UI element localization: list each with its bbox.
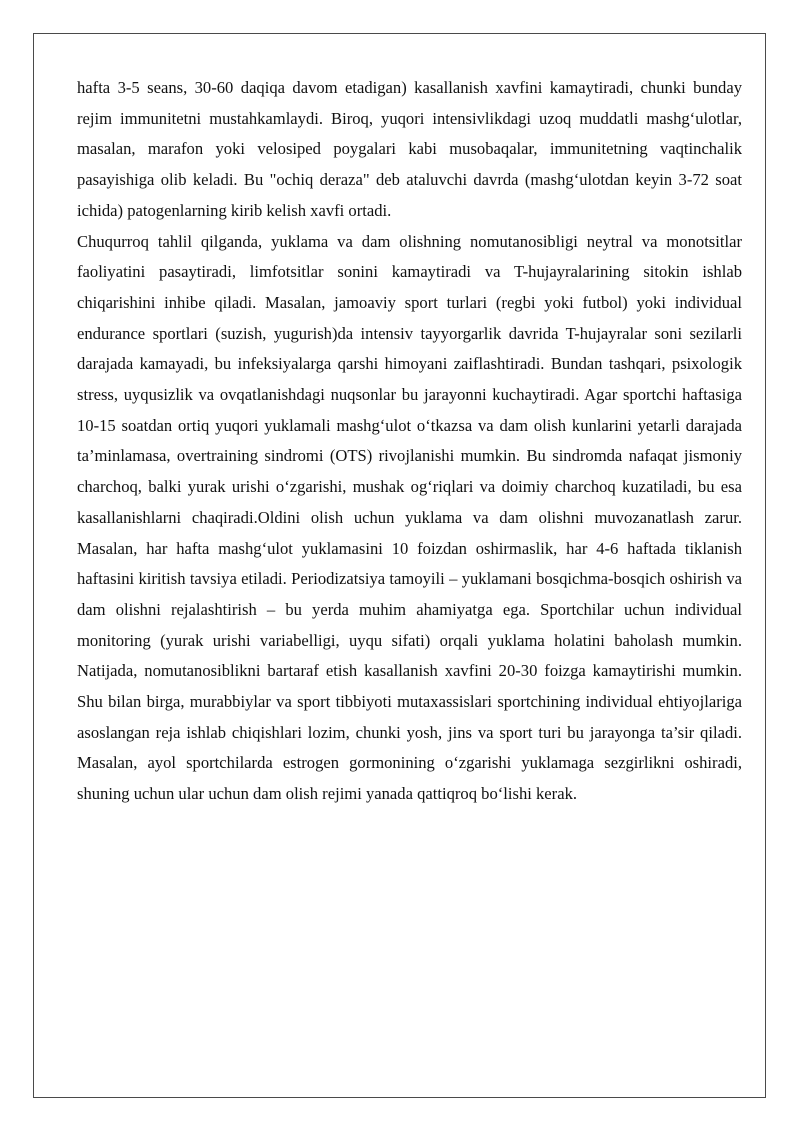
paragraph-2: Chuqurroq tahlil qilganda, yuklama va dam olishning nomutanosibligi neytral va monotsitlar faoliyatini pasaytiradi, limfotsitlar sonini kamaytiradi va T-hujayralarining sitokin ishlab chiqarishini inhibe qiladi. Masalan, jamoaviy sport turlari (regbi yoki futbol) yoki individual endurance sportlari (suzish, yugurish)da intensiv tayyorgarlik davrida T-hujayralar soni sezilarli darajada kamayadi, bu infeksiyalarga qarshi himoyani zaiflashtiradi. Bundan tashqari, psixologik stress, uyqusizlik va ovqatlanishdagi nuqsonlar bu jarayonni kuchaytiradi. Agar sportchi haftasiga 10-15 soatdan ortiq yuqori yuklamali mashg‘ulot o‘tkazsa va dam olish kunlarini yetarli darajada ta’minlamasa, overtraining sindromi (OTS) rivojlanishi mumkin. Bu sindromda nafaqat jismoniy charchoq, balki yurak urishi o‘zgarishi, mushak og‘riqlari va doimiy charchoq kuzatiladi, bu esa kasallanishlarni chaqiradi.Oldini olish uchun yuklama va dam olishni muvozanatlash zarur. Masalan, har hafta mashg‘ulot yuklamasini 10 foizdan oshirmaslik, har 4-6 haftada tiklanish haftasini kiritish tavsiya etiladi. Periodizatsiya tamoyili – yuklamani bosqichma-bosqich oshirish va dam olishni rejalashtirish – bu yerda muhim ahamiyatga ega. Sportchilar uchun individual monitoring (yurak urishi variabelligi, uyqu sifati) orqali yuklama holatini baholash mumkin. Natijada, nomutanosiblikni bartaraf etish kasallanish xavfini 20-30 foizga kamaytirishi mumkin. Shu bilan birga, murabbiylar va sport tibbiyoti mutaxassislari sportchining individual ehtiyojlariga asoslangan reja ishlab chiqishlari lozim, chunki yosh, jins va sport turi bu jarayonga ta’sir qiladi. Masalan, ayol sportchilarda estrogen gormonining o‘zgarishi yuklamaga sezgirlikni oshiradi, shuning uchun ular uchun dam olish rejimi yanada qattiqroq bo‘lishi kerak. xyxy=(77,231,742,804)
paragraph-1: hafta 3-5 seans, 30-60 daqiqa davom etadigan) kasallanish xavfini kamaytiradi, chunki bunday rejim immunitetni mustahkamlaydi. Biroq, yuqori intensivlikdagi uzoq muddatli mashg‘ulotlar, masalan, marafon yoki velosiped poygalari kabi musobaqalar, immunitetning vaqtinchalik pasayishiga olib keladi. Bu "ochiq deraza" deb ataluvchi davrda (mashg‘ulotdan keyin 3-72 soat ichida) patogenlarning kirib kelish xavfi ortadi. xyxy=(77,78,742,220)
document-body xyxy=(77,73,742,810)
